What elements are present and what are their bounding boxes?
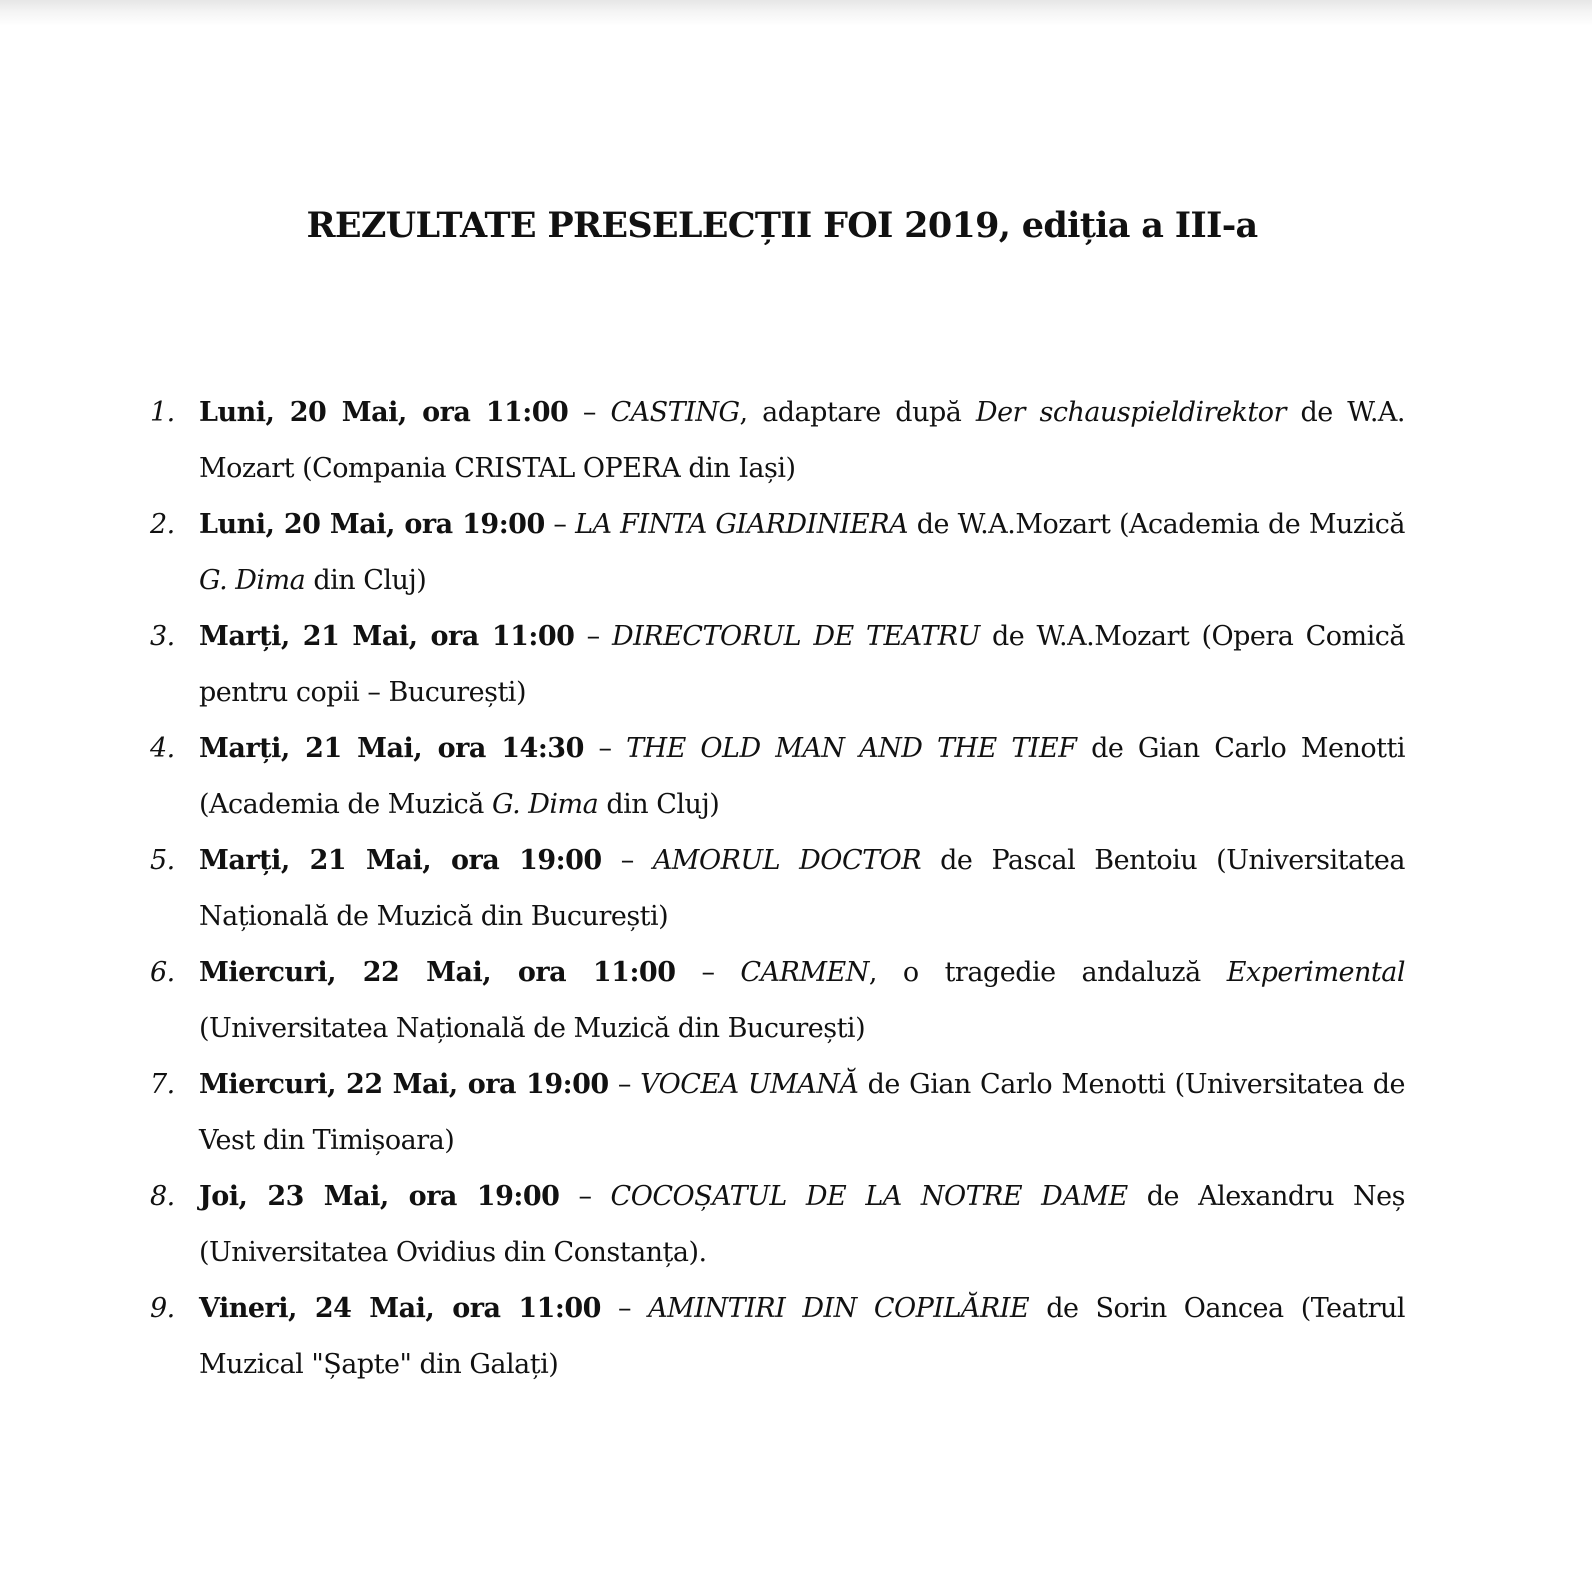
page-top-shadow [0, 0, 1592, 26]
item-when: Joi, 23 Mai, ora 19:00 [199, 1181, 560, 1212]
item-when: Vineri, 24 Mai, ora 11:00 [199, 1293, 601, 1324]
item-text [199, 497, 1405, 609]
item-text [199, 721, 1405, 833]
item-by: de Gian Carlo Menotti (Universitatea de Vest din Timișoara) [199, 1069, 1405, 1156]
item-number: 4. [150, 733, 175, 764]
item-text [199, 945, 1405, 1057]
item-number: 7. [150, 1069, 175, 1100]
item-number: 5. [150, 845, 175, 876]
item-number: 8. [150, 1181, 175, 1212]
item-between: , adaptare după [739, 397, 976, 428]
item-by: de W.A.Mozart (Academia de Muzică [908, 509, 1405, 540]
item-dash: – [675, 957, 741, 988]
list-item [0, 945, 1592, 1057]
item-work-title: LA FINTA GIARDINIERA [575, 509, 909, 540]
item-number: 9. [150, 1293, 175, 1324]
item-dash: – [608, 1069, 641, 1100]
item-when: Luni, 20 Mai, ora 11:00 [199, 397, 569, 428]
item-number: 6. [150, 957, 175, 988]
item-work-title: VOCEA UMANĂ [640, 1069, 859, 1100]
item-by: de Gian Carlo Menotti (Academia de Muzică [199, 733, 1405, 820]
item-work-title: CARMEN [740, 957, 869, 988]
item-venue-tail: din Cluj) [305, 565, 427, 596]
item-text [199, 1281, 1405, 1393]
list-item [0, 385, 1592, 497]
item-when: Miercuri, 22 Mai, ora 11:00 [199, 957, 676, 988]
item-work-source: Experimental [1226, 957, 1405, 988]
item-work-title: DIRECTORUL DE TEATRU [611, 621, 980, 652]
item-text [199, 385, 1405, 497]
list-item [0, 609, 1592, 721]
list-item [0, 1281, 1592, 1393]
item-by: (Universitatea Națională de Muzică din București) [199, 1013, 866, 1044]
item-number: 3. [150, 621, 175, 652]
item-dash: – [559, 1181, 611, 1212]
item-when: Marți, 21 Mai, ora 11:00 [199, 621, 575, 652]
list-item [0, 721, 1592, 833]
item-work-source: Der schauspieldirektor [975, 397, 1286, 428]
item-by: de Sorin Oancea (Teatrul Muzical "Șapte" din Galați) [199, 1293, 1405, 1380]
list-item [0, 833, 1592, 945]
item-dash: – [601, 845, 653, 876]
item-when: Marți, 21 Mai, ora 19:00 [199, 845, 602, 876]
item-work-title: CASTING [610, 397, 740, 428]
item-by: de Alexandru Neș (Universitatea Ovidius din Constanța). [199, 1181, 1405, 1268]
item-venue-tail: din Cluj) [598, 789, 720, 820]
item-number: 1. [150, 397, 175, 428]
schedule-list [0, 385, 1592, 1393]
item-between: , o tragedie andaluză [868, 957, 1227, 988]
list-item [0, 497, 1592, 609]
item-work-title: AMINTIRI DIN COPILĂRIE [648, 1293, 1030, 1324]
item-work-title: COCOȘATUL DE LA NOTRE DAME [610, 1181, 1128, 1212]
item-when: Luni, 20 Mai, ora 19:00 [199, 509, 545, 540]
item-dash: – [568, 397, 611, 428]
item-when: Miercuri, 22 Mai, ora 19:00 [199, 1069, 609, 1100]
list-item [0, 1057, 1592, 1169]
item-text [199, 833, 1405, 945]
item-venue-name: G. Dima [491, 789, 599, 820]
item-dash: – [544, 509, 576, 540]
list-item [0, 1169, 1592, 1281]
item-dash: – [583, 733, 627, 764]
document-title: REZULTATE PRESELECȚII FOI 2019, ediția a III-a [306, 205, 1258, 246]
item-text [199, 1169, 1405, 1281]
item-venue-name: G. Dima [199, 565, 306, 596]
item-dash: – [574, 621, 612, 652]
item-text [199, 1057, 1405, 1169]
item-work-title: THE OLD MAN AND THE TIEF [626, 733, 1077, 764]
item-dash: – [600, 1293, 649, 1324]
item-when: Marți, 21 Mai, ora 14:30 [199, 733, 584, 764]
item-by: de W.A.Mozart (Opera Comică pentru copii – București) [199, 621, 1405, 708]
item-work-title: AMORUL DOCTOR [652, 845, 922, 876]
item-by: de W.A. Mozart (Compania CRISTAL OPERA din Iași) [199, 397, 1406, 484]
item-by: de Pascal Bentoiu (Universitatea Națională de Muzică din București) [199, 845, 1405, 932]
item-number: 2. [150, 509, 175, 540]
item-text [199, 609, 1405, 721]
